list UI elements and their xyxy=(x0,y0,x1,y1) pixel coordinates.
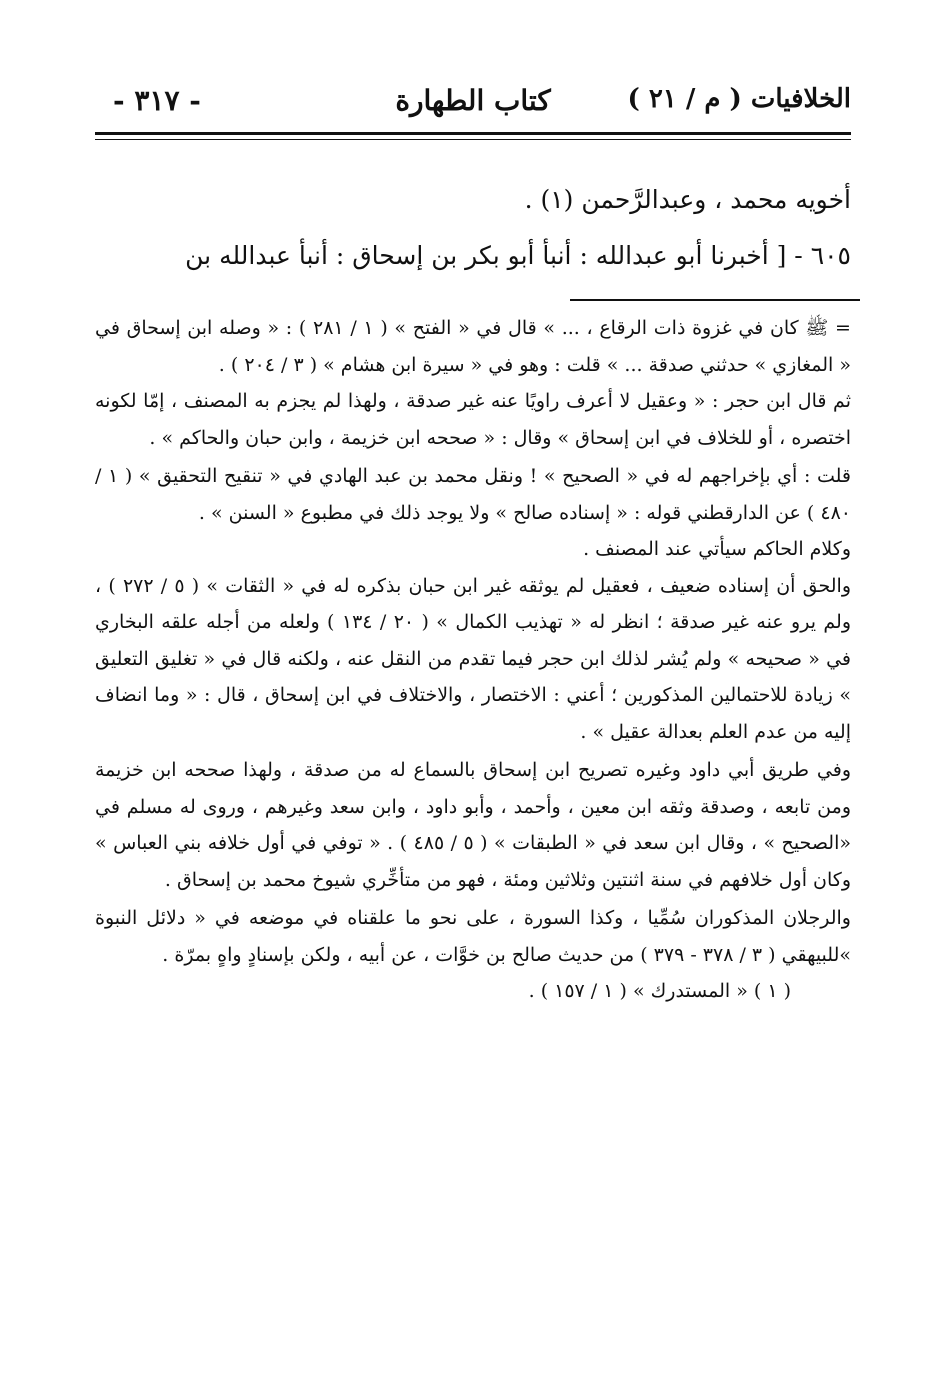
running-header xyxy=(95,82,851,122)
footnote-1: ( ١ ) « المستدرك » ( ١ / ١٥٧ ) . xyxy=(528,980,791,1002)
book-title: كتاب الطهارة xyxy=(395,84,551,117)
notes-block xyxy=(95,310,851,1010)
note-paragraph: وكلام الحاكم سيأتي عند المصنف . xyxy=(583,538,851,560)
note-paragraph: وفي طريق أبي داود وغيره تصريح ابن إسحاق بالسماع له من صدقة ، ولهذا صححه ابن خزيمة ومن تابعه ، وصدقة وثقه ابن معين ، وأحمد ، وأبو داود ، وابن سعد وغيرهم ، وروى له مسلم في «الصحيح » ، وقال ابن سعد في « الطبقات » ( ٥ / ٤٨٥ ) . « توفي في أول خلافه بني العباس » وكان أول خلافهم في سنة اثنتين وثلاثين ومئة ، فهو من متأخِّري شيوخ محمد بن إسحاق . xyxy=(95,759,851,891)
header-rule-thin xyxy=(95,139,851,140)
section-label: الخلافيات ( م / ٢١ ) xyxy=(627,84,851,114)
hadith-605: ٦٠٥ - [ أخبرنا أبو عبدالله : أنبأ أبو بكر بن إسحاق : أنبأ عبدالله بن xyxy=(185,241,851,270)
note-paragraph: = ﷺ كان في غزوة ذات الرقاع ، ... » قال في « الفتح » ( ١ / ٢٨١ ) : « وصله ابن إسحاق في « المغازي » حدثني صدقة ... » قلت : وهو في « سيرة ابن هشام » ( ٣ / ٢٠٤ ) . xyxy=(95,317,851,376)
note-paragraph: والرجلان المذكوران سُمِّيا ، وكذا السورة ، على نحو ما علقناه في موضعه في « دلائل النبوة »للبيهقي ( ٣ / ٣٧٨ - ٣٧٩ ) من حديث صالح بن خوَّات ، عن أبيه ، ولكن بإسنادٍ واهٍ بمرّة . xyxy=(95,907,851,966)
page-number: - ٣١٧ - xyxy=(113,84,201,117)
main-line-1: أخويه محمد ، وعبدالرَّحمن (١) . xyxy=(524,185,851,214)
note-paragraph: والحق أن إسناده ضعيف ، فعقيل لم يوثقه غير ابن حبان بذكره له في « الثقات » ( ٥ / ٢٧٢ ) ، ولم يرو عنه غير صدقة ؛ انظر له « تهذيب الكمال » ( ٢٠ / ١٣٤ ) ولعله من أجله علقه البخاري في « صحيحه » ولم يُشر لذلك ابن حجر فيما تقدم من النقل عنه ، ولكنه قال في « تغليق التعليق » زيادة للاحتمالين المذكورين ؛ أعني : الاختصار ، والاختلاف في ابن إسحاق ، قال : « وما انضاف إليه من عدم العلم بعدالة عقيل » . xyxy=(95,574,852,743)
footnote-separator xyxy=(570,299,860,301)
header-rule-thick xyxy=(95,132,851,135)
main-text xyxy=(95,172,851,284)
note-paragraph: قلت : أي بإخراجهم له في « الصحيح » ! ونقل محمد بن عبد الهادي في « تنقيح التحقيق » ( ١ / ٤٨٠ ) عن الدارقطني قوله : « إسناده صالح » ولا يوجد ذلك في مطبوع « السنن » . xyxy=(95,465,851,524)
note-paragraph: ثم قال ابن حجر : « وعقيل لا أعرف راويًا عنه غير صدقة ، ولهذا لم يجزم به المصنف ، إمّا لكونه اختصره ، أو للخلاف في ابن إسحاق » وقال : « صححه ابن خزيمة ، وابن حبان والحاكم » . xyxy=(95,390,851,449)
